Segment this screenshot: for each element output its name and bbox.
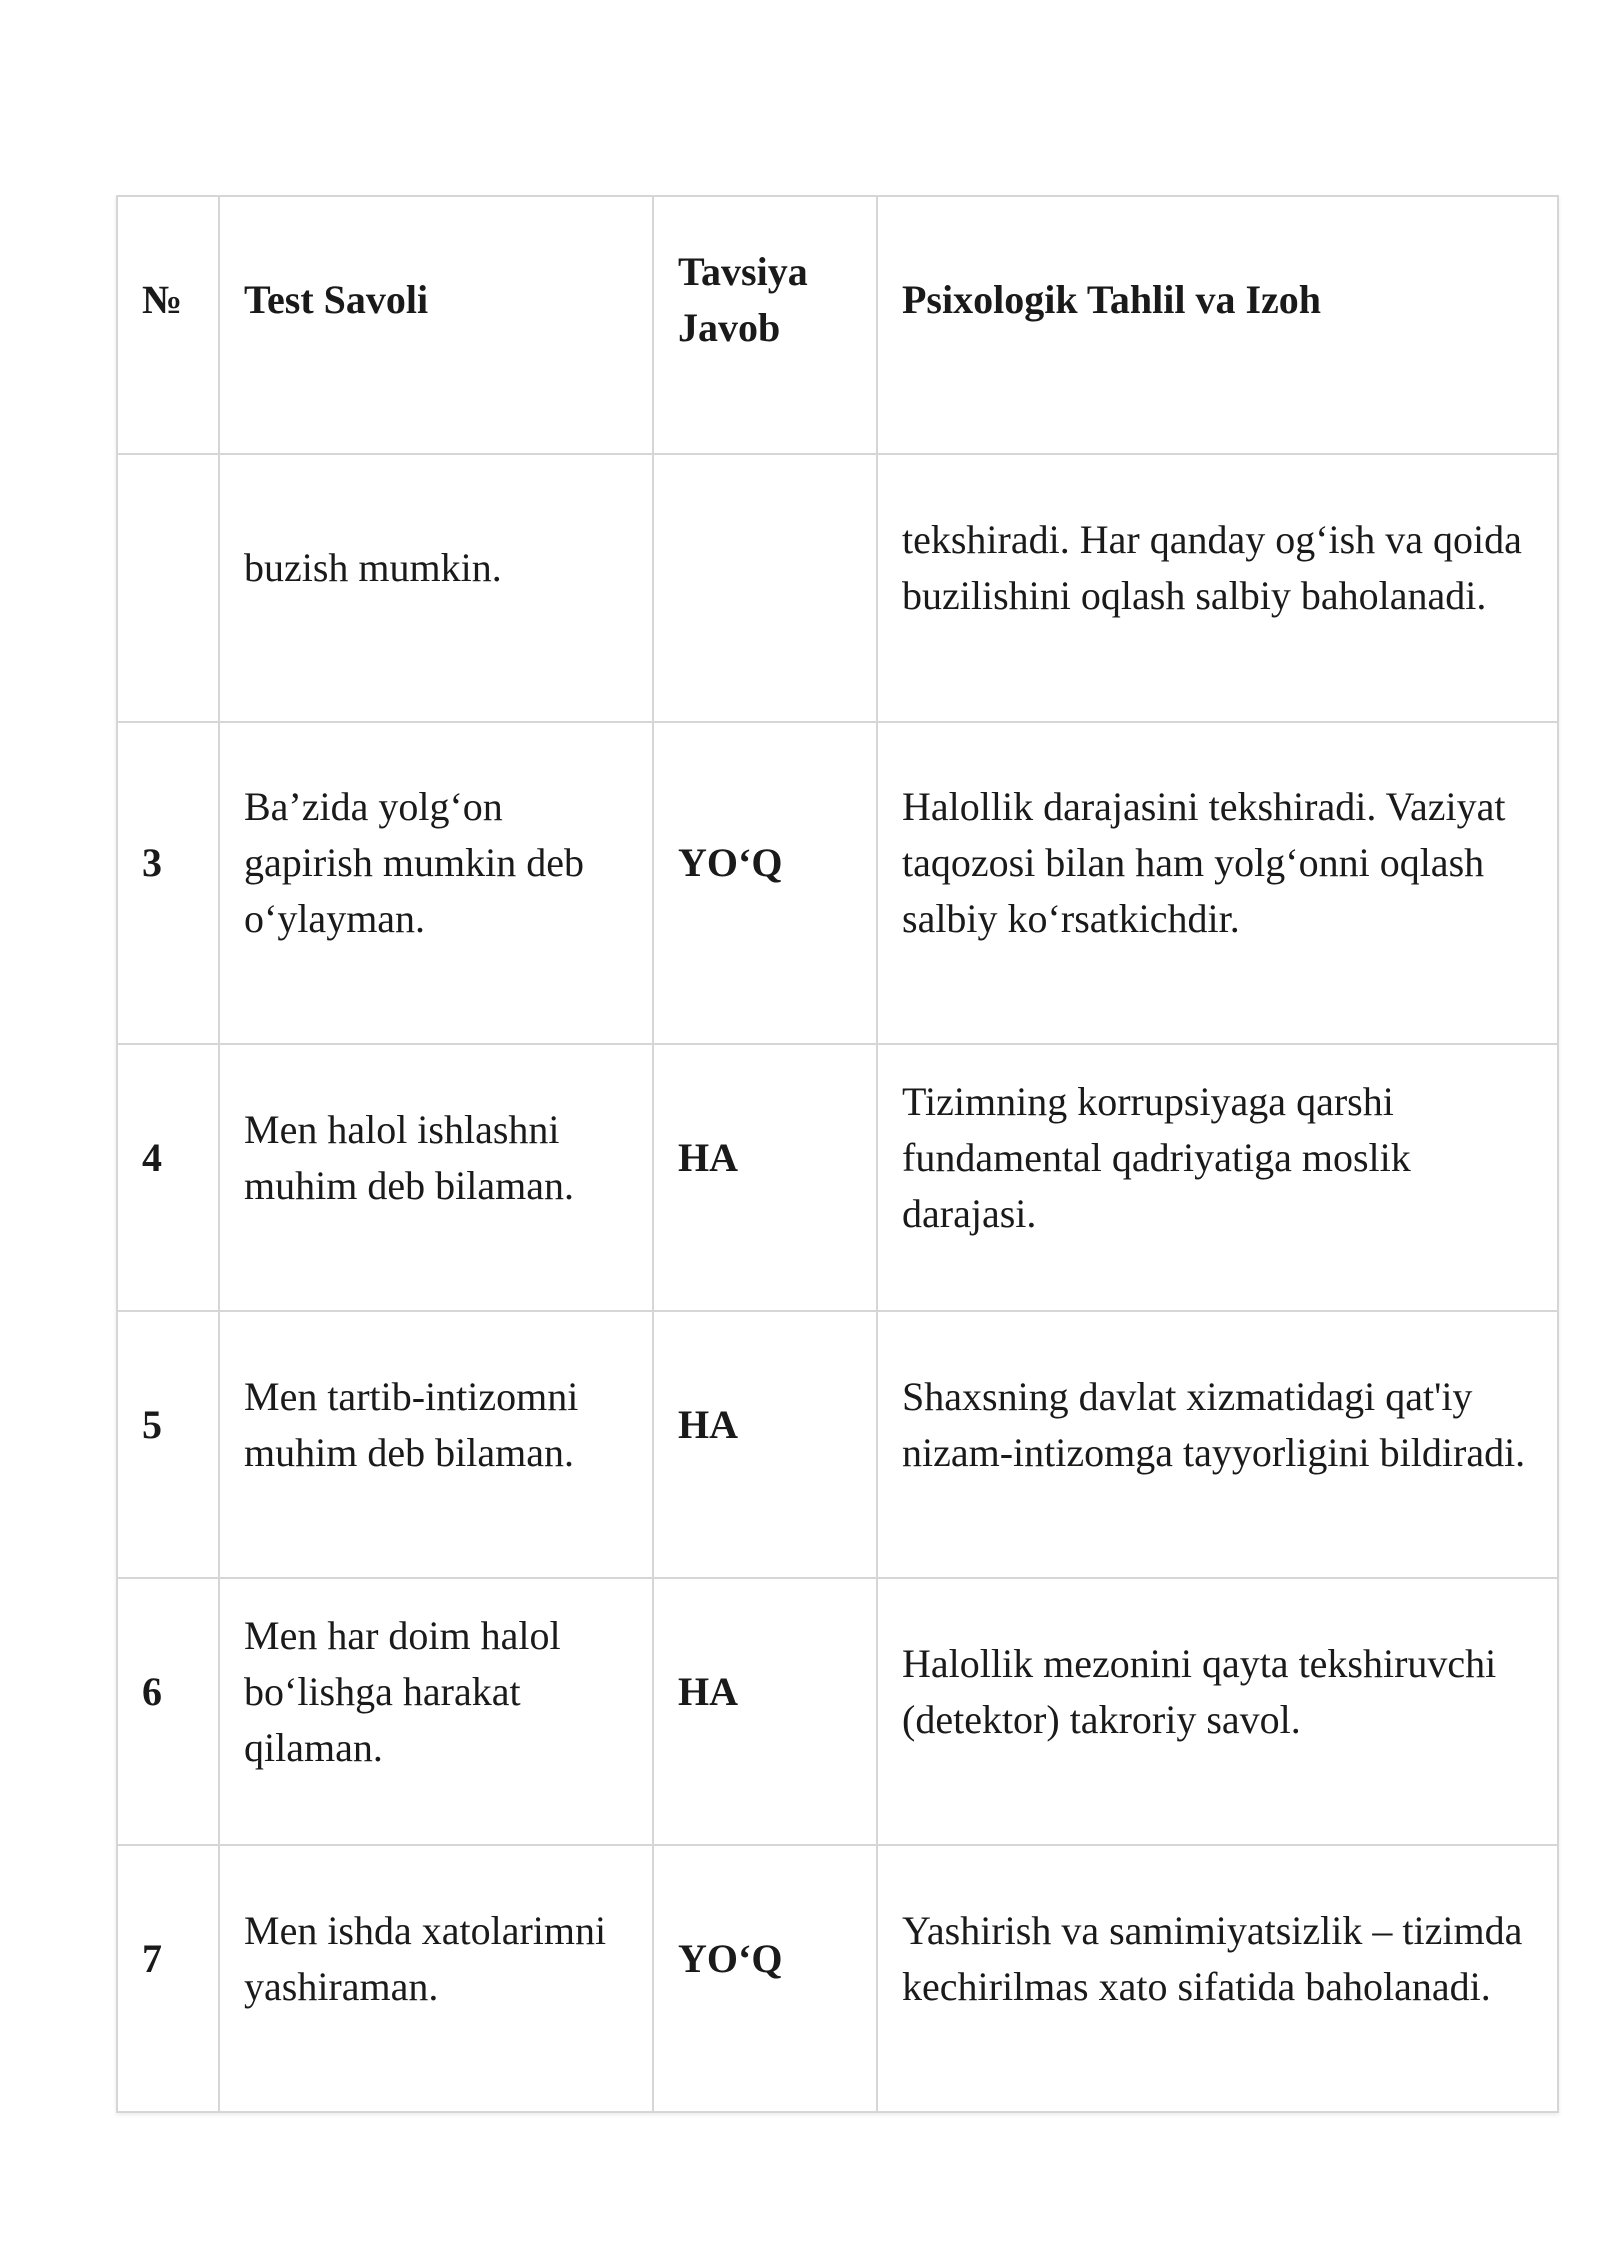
row-question: Ba’zida yolg‘on gapirish mumkin deb o‘ylayman. (219, 722, 653, 1044)
row-answer: YO‘Q (653, 1845, 877, 2112)
row-answer: YO‘Q (653, 722, 877, 1044)
psychological-test-table (116, 195, 1559, 2113)
row-analysis: Shaxsning davlat xizmatidagi qat'iy nizam-intizomga tayyorligini bildiradi. (877, 1311, 1558, 1578)
row-question: buzish mumkin. (219, 454, 653, 722)
header-number: № (117, 196, 219, 454)
row-number: 5 (117, 1311, 219, 1578)
header-answer (653, 196, 877, 454)
row-analysis: Halollik darajasini tekshiradi. Vaziyat taqozosi bilan ham yolg‘onni oqlash salbiy ko‘rsatkichdir. (877, 722, 1558, 1044)
row-answer: HA (653, 1578, 877, 1845)
row-answer: HA (653, 1044, 877, 1311)
header-analysis: Psixologik Tahlil va Izoh (877, 196, 1558, 454)
header-answer-line1: Tavsiya (678, 249, 808, 294)
table-row (117, 1845, 1558, 2112)
row-question: Men tartib-intizomni muhim deb bilaman. (219, 1311, 653, 1578)
row-question: Men halol ishlashni muhim deb bilaman. (219, 1044, 653, 1311)
header-question: Test Savoli (219, 196, 653, 454)
row-number: 3 (117, 722, 219, 1044)
table-row (117, 722, 1558, 1044)
header-answer-line2: Javob (678, 305, 781, 350)
row-number: 7 (117, 1845, 219, 2112)
row-analysis: Halollik mezonini qayta tekshiruvchi (detektor) takroriy savol. (877, 1578, 1558, 1845)
row-number: 6 (117, 1578, 219, 1845)
table-row (117, 1578, 1558, 1845)
row-analysis: Tizimning korrupsiyaga qarshi fundamental qadriyatiga moslik darajasi. (877, 1044, 1558, 1311)
row-answer: HA (653, 1311, 877, 1578)
table-header-row (117, 196, 1558, 454)
row-analysis: tekshiradi. Har qanday og‘ish va qoida buzilishini oqlash salbiy baholanadi. (877, 454, 1558, 722)
table-row (117, 1311, 1558, 1578)
row-answer (653, 454, 877, 722)
row-question: Men ishda xatolarimni yashiraman. (219, 1845, 653, 2112)
row-number (117, 454, 219, 722)
table-row (117, 1044, 1558, 1311)
row-question: Men har doim halol bo‘lishga harakat qilaman. (219, 1578, 653, 1845)
row-analysis: Yashirish va samimiyatsizlik – tizimda kechirilmas xato sifatida baholanadi. (877, 1845, 1558, 2112)
table-row (117, 454, 1558, 722)
row-number: 4 (117, 1044, 219, 1311)
